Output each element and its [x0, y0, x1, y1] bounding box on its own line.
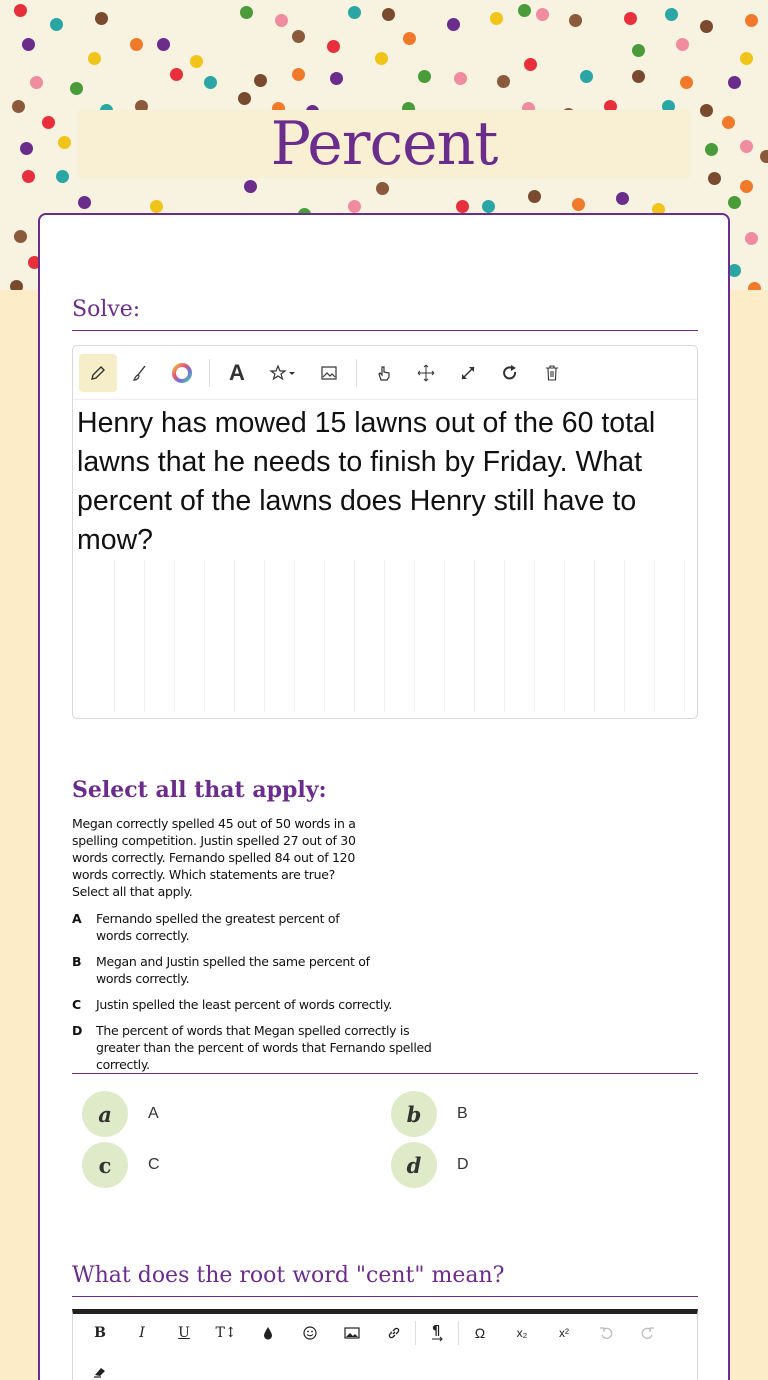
- trash-icon[interactable]: [533, 354, 571, 392]
- superscript-button[interactable]: x²: [559, 1326, 569, 1340]
- bold-button[interactable]: B: [94, 1325, 106, 1341]
- confetti-dot: [705, 143, 718, 156]
- confetti-dot: [30, 76, 43, 89]
- choice-label: B: [457, 1105, 468, 1122]
- redo-icon[interactable]: [491, 354, 529, 392]
- toolbar-divider: [356, 359, 357, 387]
- confetti-dot: [632, 44, 645, 57]
- confetti-dot: [348, 6, 361, 19]
- confetti-dot: [157, 38, 170, 51]
- option-letter: A: [72, 911, 82, 926]
- confetti-dot: [740, 180, 753, 193]
- image-icon[interactable]: [331, 1318, 373, 1348]
- choice-bubble[interactable]: c: [82, 1142, 128, 1188]
- editor-toolbar: [73, 1314, 697, 1352]
- confetti-dot: [204, 76, 217, 89]
- toolbar-divider: [209, 359, 210, 387]
- redo-icon[interactable]: [627, 1318, 669, 1348]
- confetti-dot: [10, 280, 23, 290]
- problem-option: [72, 1022, 454, 1073]
- brush-icon[interactable]: [121, 354, 159, 392]
- eraser-icon[interactable]: [79, 1356, 121, 1380]
- confetti-dot: [572, 198, 585, 211]
- confetti-dot: [58, 136, 71, 149]
- emoji-icon[interactable]: [289, 1318, 331, 1348]
- confetti-dot: [254, 74, 267, 87]
- confetti-dot: [70, 82, 83, 95]
- option-text: Megan and Justin spelled the same percent of words correctly.: [96, 954, 370, 986]
- confetti-dot: [22, 38, 35, 51]
- confetti-dot: [150, 200, 163, 213]
- text-icon[interactable]: A: [229, 359, 245, 385]
- confetti-dot: [708, 172, 721, 185]
- confetti-dot: [740, 140, 753, 153]
- choice-b[interactable]: [391, 1091, 468, 1137]
- special-characters-button[interactable]: Ω: [474, 1325, 486, 1341]
- confetti-dot: [20, 142, 33, 155]
- select-heading: Select all that apply:: [72, 777, 327, 803]
- confetti-dot: [680, 76, 693, 89]
- confetti-dot: [88, 52, 101, 65]
- choice-d[interactable]: [391, 1142, 469, 1188]
- star-icon[interactable]: [260, 354, 306, 392]
- confetti-dot: [14, 230, 27, 243]
- confetti-dot: [580, 70, 593, 83]
- confetti-dot: [745, 232, 758, 245]
- confetti-dot: [700, 104, 713, 117]
- confetti-dot: [190, 55, 203, 68]
- paragraph-direction-icon[interactable]: [416, 1318, 458, 1348]
- option-text: Fernando spelled the greatest percent of words correctly.: [96, 911, 340, 943]
- section-divider: [72, 1073, 698, 1074]
- confetti-dot: [95, 12, 108, 25]
- confetti-dot: [497, 75, 510, 88]
- confetti-dot: [292, 68, 305, 81]
- confetti-dot: [292, 30, 305, 43]
- pencil-icon[interactable]: [79, 354, 117, 392]
- confetti-dot: [50, 18, 63, 31]
- confetti-dot: [56, 170, 69, 183]
- confetti-dot: [78, 196, 91, 209]
- confetti-dot: [632, 70, 645, 83]
- choice-bubble[interactable]: b: [391, 1091, 437, 1137]
- drawing-response-box[interactable]: [72, 345, 698, 719]
- confetti-dot: [447, 18, 460, 31]
- choice-label: D: [457, 1156, 469, 1173]
- svg-text:¶: ¶: [432, 1324, 441, 1339]
- confetti-dot: [330, 72, 343, 85]
- confetti-dot: [490, 12, 503, 25]
- confetti-dot: [665, 8, 678, 21]
- choice-label: C: [148, 1156, 160, 1173]
- confetti-dot: [382, 8, 395, 21]
- option-letter: B: [72, 954, 82, 969]
- option-text: The percent of words that Megan spelled correctly is greater than the percent of words that Fernando spelled correctly.: [96, 1023, 432, 1072]
- choice-a[interactable]: [82, 1091, 159, 1137]
- move-icon[interactable]: [407, 354, 445, 392]
- subscript-button[interactable]: x₂: [516, 1326, 528, 1340]
- confetti-dot: [524, 58, 537, 71]
- confetti-dot: [375, 52, 388, 65]
- problem-option: [72, 953, 382, 987]
- confetti-dot: [748, 282, 761, 290]
- confetti-dot: [482, 200, 495, 213]
- confetti-dot: [348, 200, 361, 213]
- confetti-dot: [240, 6, 253, 19]
- confetti-dot: [12, 100, 25, 113]
- confetti-dot: [676, 38, 689, 51]
- problem-stem: Megan correctly spelled 45 out of 50 words in a spelling competition. Justin spelled 27 out of 30 words correctly. Fernando spelled 84 out of 120 words correctly. Which statements are true? Select all that apply.: [72, 816, 356, 899]
- undo-icon[interactable]: [585, 1318, 627, 1348]
- italic-button[interactable]: I: [139, 1325, 145, 1341]
- confetti-dot: [624, 12, 637, 25]
- confetti-dot: [616, 192, 629, 205]
- ink-drop-icon[interactable]: [247, 1318, 289, 1348]
- confetti-dot: [130, 38, 143, 51]
- problem-option: [72, 996, 454, 1013]
- option-text: Justin spelled the least percent of words correctly.: [96, 997, 393, 1012]
- drawing-toolbar: [73, 346, 697, 400]
- page-title: Percent: [270, 109, 498, 179]
- confetti-dot: [376, 182, 389, 195]
- worksheet-card: [38, 213, 730, 1380]
- confetti-dot: [740, 52, 753, 65]
- confetti-dot: [700, 20, 713, 33]
- choice-bubble[interactable]: d: [391, 1142, 437, 1188]
- hand-icon[interactable]: [365, 354, 403, 392]
- question-text: Henry has mowed 15 lawns out of the 60 total lawns that he needs to finish by Friday. What percent of the lawns does Henry still have to mow?: [77, 407, 656, 556]
- drawing-canvas[interactable]: [85, 560, 685, 712]
- rich-text-editor[interactable]: [72, 1309, 698, 1380]
- choice-bubble[interactable]: a: [82, 1091, 128, 1137]
- confetti-dot: [728, 76, 741, 89]
- confetti-dot: [518, 4, 531, 17]
- option-letter: C: [72, 997, 81, 1012]
- underline-button[interactable]: U: [178, 1325, 190, 1341]
- confetti-dot: [454, 72, 467, 85]
- confetti-dot: [569, 14, 582, 27]
- image-icon[interactable]: [310, 354, 348, 392]
- choice-label: A: [148, 1105, 159, 1122]
- confetti-dot: [22, 170, 35, 183]
- color-wheel-icon[interactable]: [163, 354, 201, 392]
- text-size-button[interactable]: T↕: [215, 1325, 237, 1341]
- problem-option: [72, 910, 362, 944]
- title-box: [78, 110, 690, 178]
- confetti-dot: [722, 116, 735, 129]
- editor-toolbar-row-2: [73, 1352, 697, 1380]
- confetti-dot: [275, 14, 288, 27]
- solve-heading: Solve:: [72, 297, 698, 331]
- confetti-dot: [456, 200, 469, 213]
- confetti-dot: [170, 68, 183, 81]
- option-letter: D: [72, 1023, 83, 1038]
- link-icon[interactable]: [373, 1318, 415, 1348]
- root-word-heading: What does the root word "cent" mean?: [72, 1263, 698, 1297]
- confetti-dot: [728, 196, 741, 209]
- confetti-dot: [14, 4, 27, 17]
- confetti-dot: [244, 180, 257, 193]
- confetti-dot: [418, 70, 431, 83]
- confetti-dot: [327, 40, 340, 53]
- confetti-dot: [745, 14, 758, 27]
- problem-image: [72, 815, 454, 1073]
- confetti-dot: [760, 150, 768, 163]
- confetti-dot: [403, 32, 416, 45]
- confetti-dot: [238, 92, 251, 105]
- expand-icon[interactable]: [449, 354, 487, 392]
- confetti-dot: [42, 116, 55, 129]
- confetti-dot: [536, 8, 549, 21]
- choice-c[interactable]: [82, 1142, 160, 1188]
- confetti-dot: [528, 190, 541, 203]
